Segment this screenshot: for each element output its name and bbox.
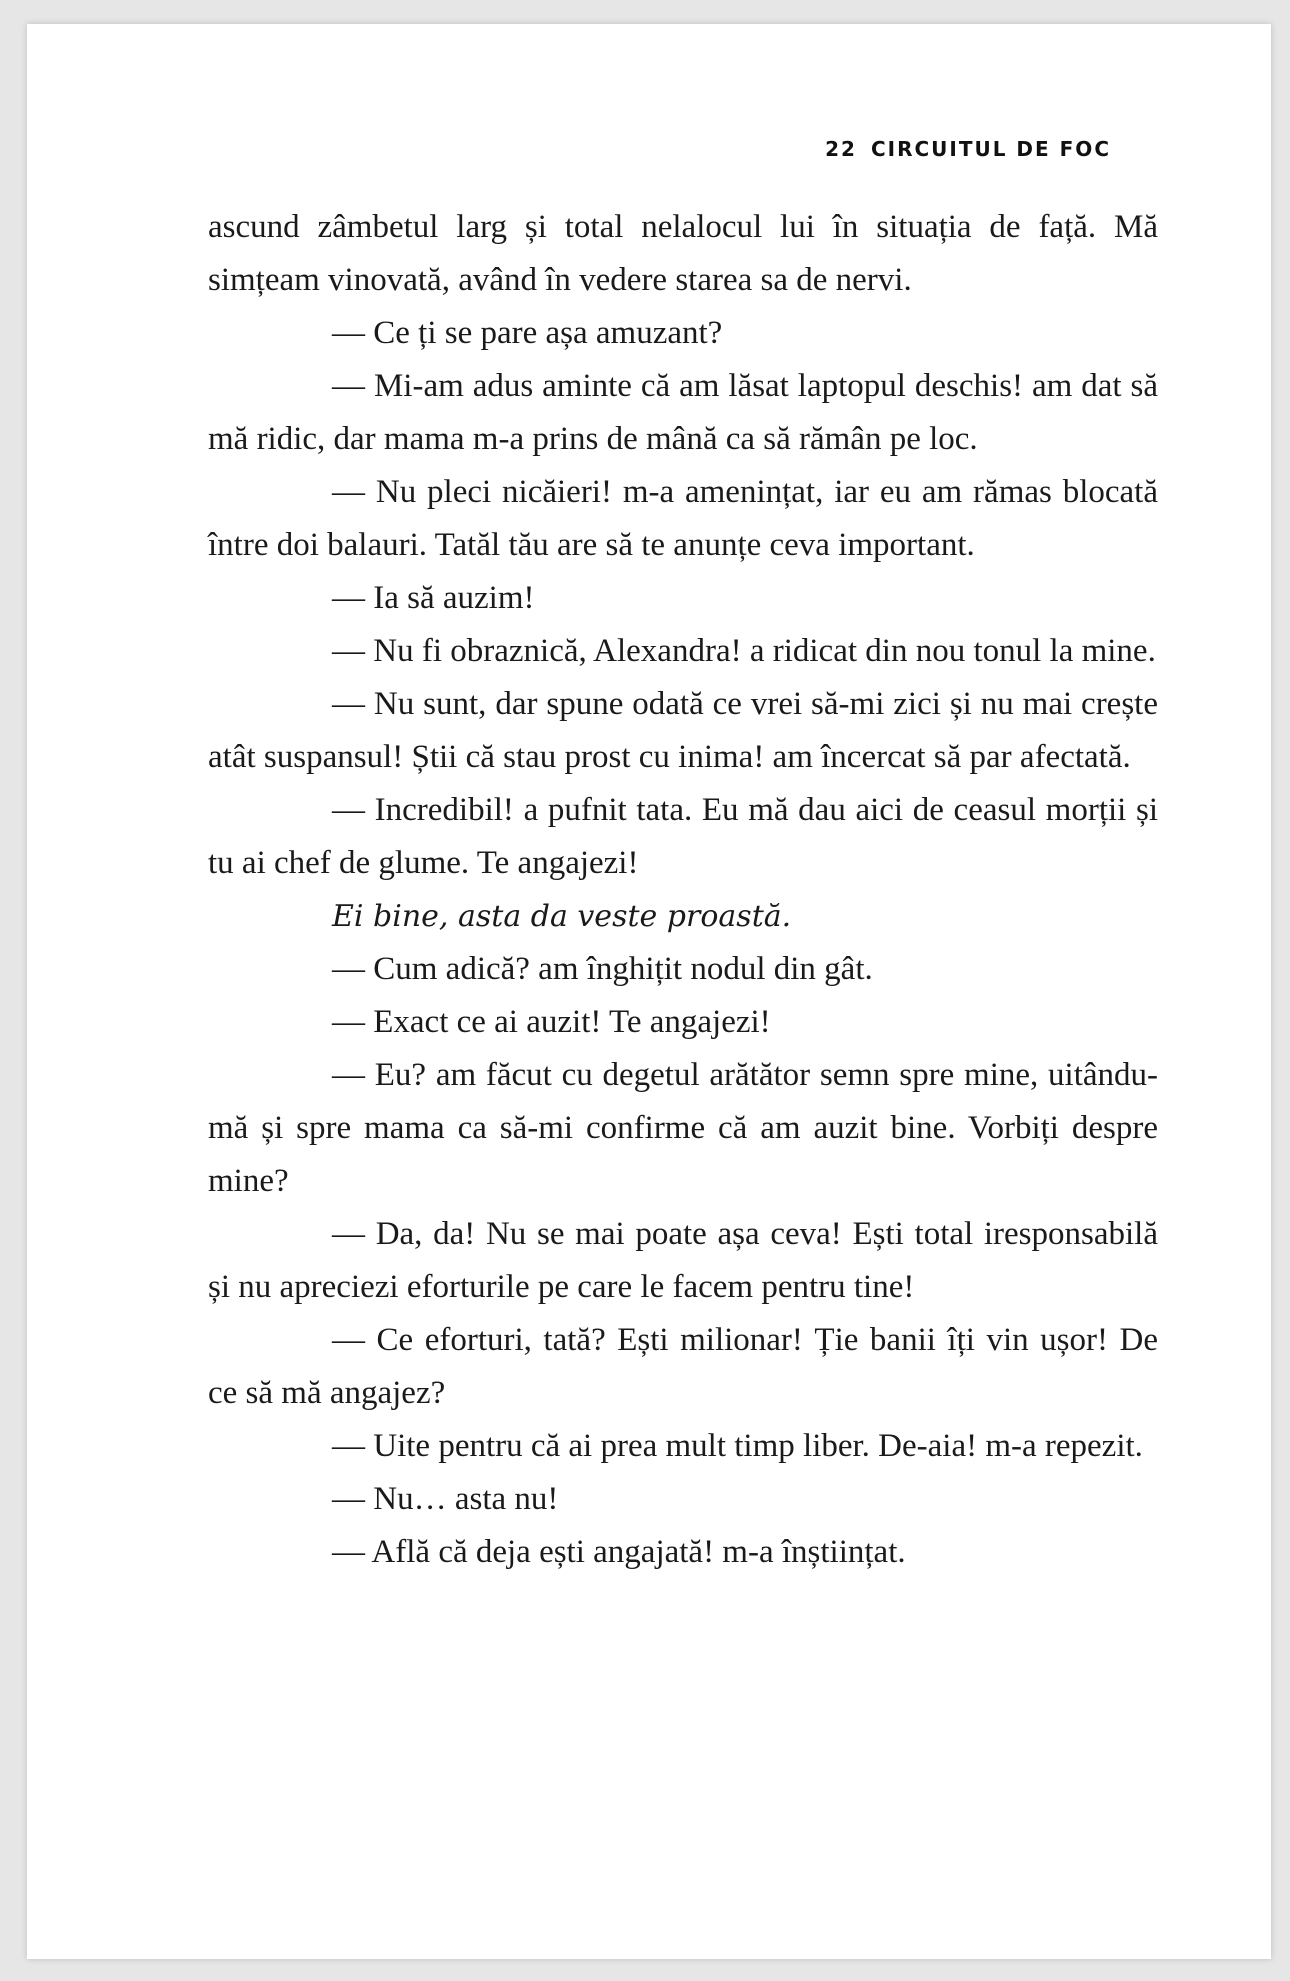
book-page — [27, 24, 1271, 1959]
paragraph: — Ce eforturi, tată? Ești milionar! Ție banii îți vin ușor! De ce să mă angajez? — [208, 1322, 1158, 1411]
paragraph: — Nu sunt, dar spune odată ce vrei să-mi zici și nu mai crește atât suspansul! Știi că stau prost cu inima! am încercat să par afectată. — [208, 686, 1158, 775]
body-text — [208, 201, 1158, 1579]
paragraph: — Ia să auzim! — [332, 580, 535, 616]
paragraph: — Exact ce ai auzit! Te angajezi! — [332, 1004, 771, 1040]
paragraph: — Uite pentru că ai prea mult timp liber. De-aia! m-a repezit. — [332, 1428, 1143, 1464]
italic-paragraph: Ei bine, asta da veste proastă. — [332, 899, 792, 934]
paragraph: — Află că deja ești angajată! m-a înștiințat. — [332, 1534, 906, 1570]
paragraph: ascund zâmbetul larg și total nelalocul lui în situația de față. Mă simțeam vinovată, având în vedere starea sa de nervi. — [208, 209, 1158, 298]
paragraph: — Da, da! Nu se mai poate așa ceva! Ești total iresponsabilă și nu apreciezi eforturile pe care le facem pentru tine! — [208, 1216, 1158, 1305]
paragraph: — Mi-am adus aminte că am lăsat laptopul deschis! am dat să mă ridic, dar mama m-a prins de mână ca să rămân pe loc. — [208, 368, 1158, 457]
page-number: 22 — [825, 137, 857, 161]
book-title: CIRCUITUL DE FOC — [870, 137, 1111, 161]
paragraph: — Ce ți se pare așa amuzant? — [332, 315, 723, 351]
paragraph: — Nu pleci nicăieri! m-a amenințat, iar eu am rămas blocată între doi balauri. Tatăl tău are să te anunțe ceva important. — [208, 474, 1158, 563]
paragraph: — Cum adică? am înghițit nodul din gât. — [332, 951, 873, 987]
paragraph: — Eu? am făcut cu degetul arătător semn spre mine, uitându-mă și spre mama ca să-mi confirme că am auzit bine. Vorbiți despre mine? — [208, 1057, 1158, 1199]
paragraph: — Nu… asta nu! — [332, 1481, 559, 1517]
paragraph: — Nu fi obraznică, Alexandra! a ridicat din nou tonul la mine. — [332, 633, 1156, 669]
paragraph: — Incredibil! a pufnit tata. Eu mă dau aici de ceasul morții și tu ai chef de glume. Te angajezi! — [208, 792, 1158, 881]
running-head — [825, 137, 1111, 161]
